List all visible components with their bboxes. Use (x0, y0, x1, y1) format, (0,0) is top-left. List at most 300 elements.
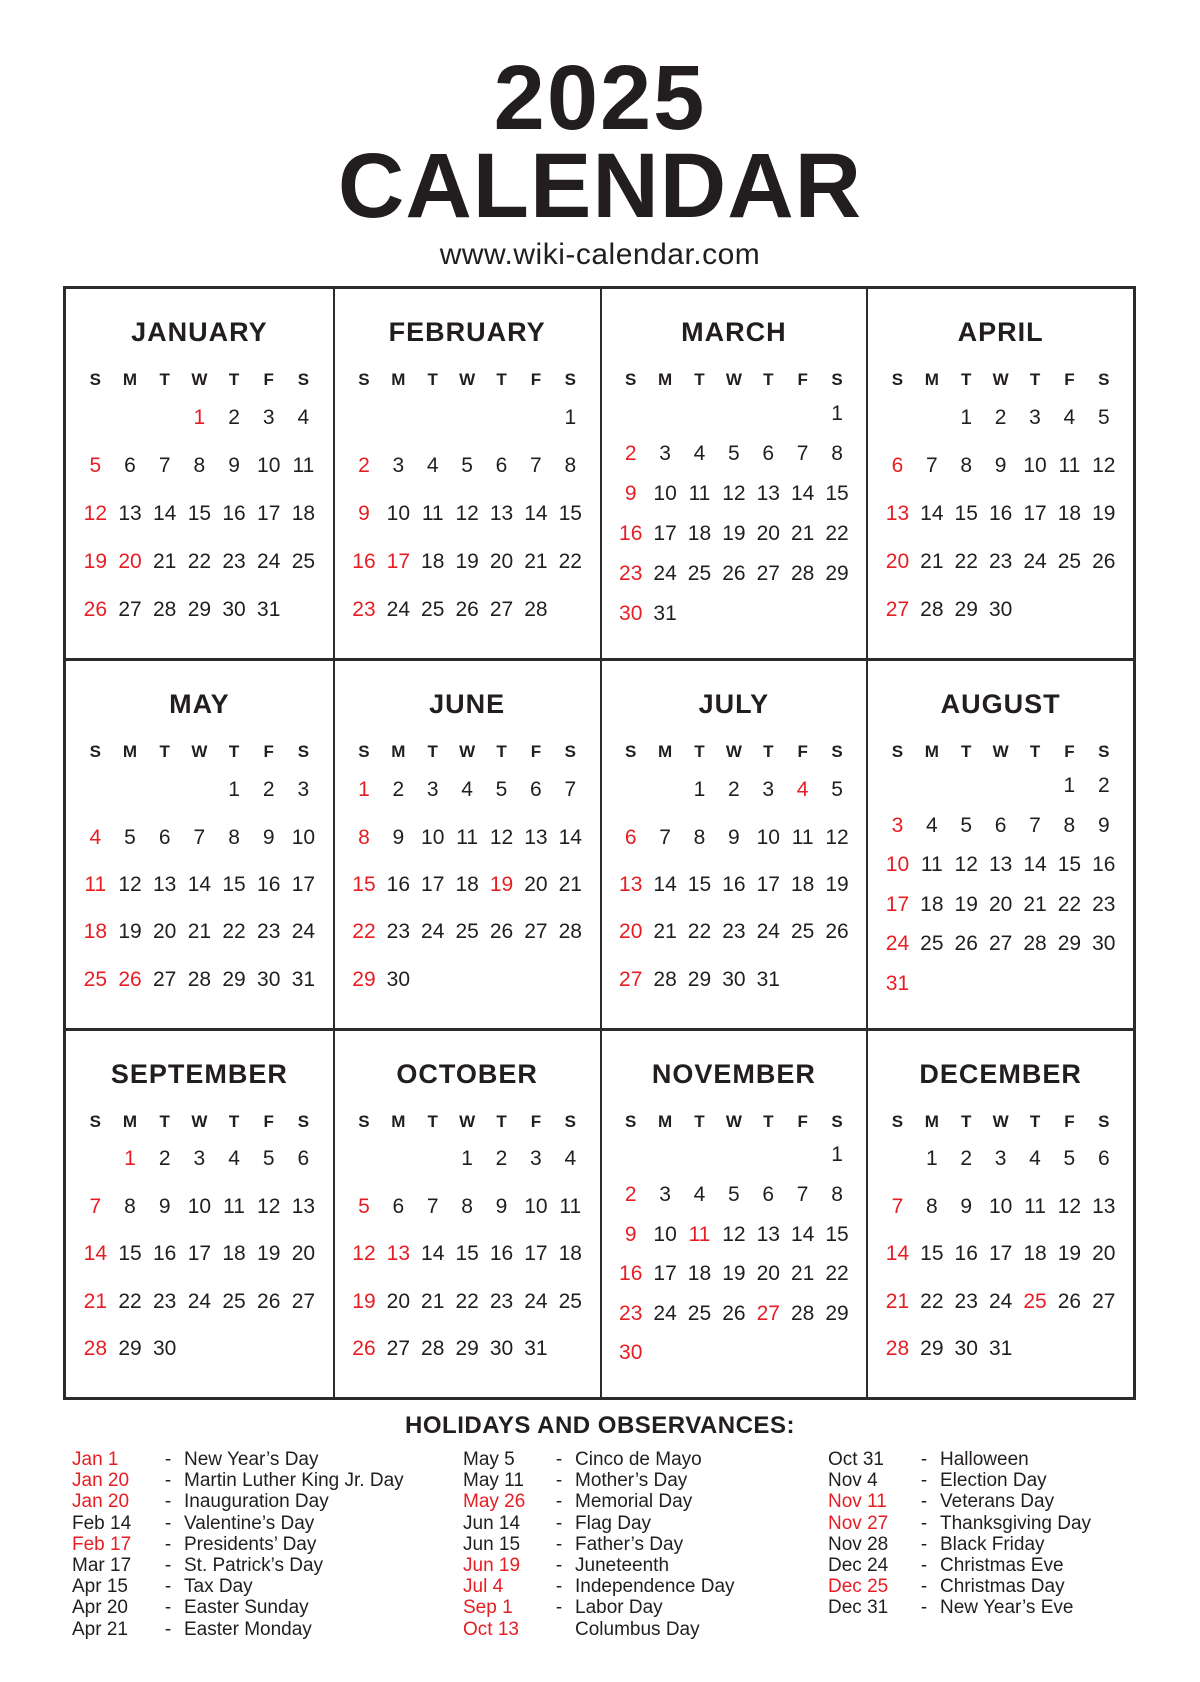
day-cell: 24 (291, 920, 316, 944)
day-cell: 17 (421, 872, 445, 896)
day-cell: 21 (524, 550, 548, 574)
day-cell: 11 (292, 454, 315, 478)
dow-label: T (159, 742, 170, 762)
week-row (347, 1195, 588, 1219)
day-cell: 22 (687, 920, 712, 944)
dow-header-row (347, 742, 588, 762)
holiday-name: Columbus Day (575, 1618, 700, 1640)
dow-label: M (122, 370, 138, 389)
week-row (614, 402, 855, 426)
day-cell: 17 (187, 1242, 212, 1266)
day-cell: 18 (687, 1262, 712, 1286)
day-cell: 13 (153, 872, 177, 896)
day-cell: 2 (228, 406, 240, 430)
day-cell: 8 (564, 454, 577, 478)
day-cell: 26 (1057, 1289, 1082, 1313)
holiday-name: Veterans Day (940, 1491, 1055, 1513)
dow-label: S (564, 370, 576, 389)
day-empty (78, 778, 113, 802)
day-cell: 15 (222, 872, 246, 896)
week-row (880, 1242, 1121, 1266)
day-cell: 14 (885, 1242, 910, 1266)
day-cell: 29 (352, 967, 376, 991)
day-cell: 11 (1058, 454, 1081, 478)
dow-label: M (924, 742, 939, 762)
day-cell: 23 (954, 1289, 978, 1313)
day-cell: 7 (1029, 813, 1041, 837)
day-empty (614, 1143, 648, 1167)
day-cell: 17 (988, 1242, 1013, 1266)
holiday-entry (463, 1597, 828, 1618)
holiday-dash: - (555, 1449, 563, 1470)
day-cell: 14 (1023, 853, 1047, 877)
day-cell: 14 (790, 482, 815, 506)
holiday-entry (828, 1513, 1200, 1534)
day-cell: 16 (1092, 853, 1116, 877)
week-row (880, 893, 1121, 917)
dow-header-row (347, 1112, 588, 1132)
day-cell: 8 (228, 825, 240, 849)
day-cell: 26 (722, 562, 746, 586)
week-row (347, 1147, 588, 1171)
day-cell: 28 (558, 920, 582, 944)
day-cell: 31 (257, 598, 281, 622)
day-cell: 24 (257, 550, 281, 574)
day-empty (717, 602, 751, 626)
day-cell: 21 (920, 550, 944, 574)
day-empty (553, 598, 587, 622)
day-cell: 1 (925, 1147, 938, 1171)
holiday-name: Father’s Day (575, 1533, 684, 1555)
day-cell: 18 (558, 1242, 582, 1266)
week-row (78, 1195, 321, 1219)
day-cell: 9 (960, 1194, 973, 1218)
day-cell: 20 (291, 1242, 316, 1266)
day-cell: 11 (559, 1194, 582, 1218)
day-cell: 20 (1092, 1242, 1116, 1266)
day-cell: 5 (461, 454, 473, 478)
day-cell: 4 (693, 1182, 706, 1206)
day-cell: 14 (790, 1222, 815, 1246)
day-cell: 9 (262, 825, 275, 849)
week-row (347, 406, 588, 430)
day-cell: 31 (885, 971, 910, 995)
day-cell: 30 (386, 967, 411, 991)
dow-label: F (263, 742, 274, 762)
day-cell: 11 (920, 853, 943, 877)
holiday-entry (463, 1491, 828, 1512)
month-may (66, 658, 333, 1027)
day-cell: 1 (193, 406, 206, 430)
dow-label: T (1029, 1111, 1041, 1131)
day-cell: 29 (222, 967, 246, 991)
dow-label: S (625, 1111, 637, 1131)
day-cell: 7 (796, 442, 809, 466)
day-cell: 7 (158, 454, 171, 478)
holiday-name: Martin Luther King Jr. Day (184, 1470, 404, 1492)
week-row (347, 454, 588, 478)
day-cell: 10 (421, 825, 445, 849)
day-cell: 20 (153, 920, 177, 944)
day-empty (880, 1147, 914, 1171)
day-cell: 4 (1063, 406, 1076, 430)
holiday-name: Labor Day (575, 1597, 663, 1619)
day-cell: 4 (564, 1147, 577, 1171)
month-january (66, 289, 333, 658)
day-cell: 31 (653, 602, 677, 626)
day-cell: 9 (994, 454, 1007, 478)
weeks (347, 394, 588, 634)
day-cell: 27 (489, 598, 514, 622)
holiday-date: Jan 1 (72, 1449, 119, 1470)
month-november (600, 1028, 867, 1397)
day-cell: 16 (222, 502, 246, 526)
day-empty (147, 406, 182, 430)
day-cell: 14 (558, 825, 582, 849)
day-cell: 14 (153, 502, 177, 526)
day-empty (614, 402, 648, 426)
day-cell: 19 (954, 892, 978, 916)
day-empty (1052, 972, 1086, 996)
day-cell: 24 (421, 920, 445, 944)
week-row (880, 932, 1121, 956)
month-title: AUGUST (940, 689, 1061, 720)
day-cell: 24 (653, 1301, 677, 1325)
week-row (78, 920, 321, 944)
dow-label: S (1098, 370, 1110, 389)
day-empty (785, 968, 819, 992)
day-cell: 6 (297, 1147, 310, 1171)
day-empty (785, 1341, 819, 1365)
day-cell: 4 (693, 442, 706, 466)
day-empty (416, 968, 450, 992)
holiday-dash: - (555, 1576, 563, 1598)
day-cell: 25 (558, 1289, 582, 1313)
day-cell: 28 (920, 598, 944, 622)
day-cell: 12 (489, 825, 514, 849)
week-row (347, 598, 588, 622)
day-cell: 20 (619, 920, 643, 944)
day-cell: 4 (426, 454, 439, 478)
day-cell: 24 (386, 598, 411, 622)
day-cell: 19 (83, 550, 108, 574)
day-cell: 10 (988, 1194, 1013, 1218)
weeks (614, 766, 855, 1003)
day-cell: 8 (461, 1194, 473, 1218)
month-title: JULY (698, 689, 770, 720)
day-cell: 9 (228, 454, 240, 478)
holiday-name: Thanksgiving Day (940, 1512, 1092, 1534)
day-cell: 27 (756, 562, 780, 586)
day-cell: 5 (1097, 406, 1110, 430)
day-cell: 2 (262, 778, 275, 802)
day-cell: 3 (297, 778, 310, 802)
day-cell: 25 (790, 920, 815, 944)
day-cell: 29 (825, 562, 849, 586)
day-cell: 3 (392, 454, 405, 478)
day-empty (78, 406, 113, 430)
day-empty (717, 1341, 751, 1365)
day-cell: 18 (291, 502, 316, 526)
holiday-name: Mother’s Day (575, 1470, 688, 1492)
day-cell: 22 (954, 550, 978, 574)
day-cell: 2 (728, 778, 740, 802)
day-cell: 21 (653, 920, 677, 944)
dow-label: M (658, 742, 673, 762)
holiday-name: Easter Monday (184, 1618, 312, 1640)
holiday-date: May 5 (463, 1449, 515, 1470)
day-empty (286, 598, 321, 622)
day-cell: 7 (796, 1182, 809, 1206)
day-cell: 13 (885, 502, 910, 526)
holiday-date: Oct 31 (828, 1449, 884, 1470)
holiday-dash: - (555, 1512, 563, 1534)
day-cell: 6 (158, 825, 171, 849)
week-row (78, 1242, 321, 1266)
dow-label: S (89, 742, 101, 762)
month-title: APRIL (957, 317, 1044, 347)
day-cell: 31 (988, 1337, 1013, 1361)
dow-label: W (191, 742, 208, 762)
day-cell: 21 (421, 1289, 445, 1313)
day-cell: 7 (659, 825, 671, 849)
day-cell: 5 (89, 454, 102, 478)
site-url: www.wiki-calendar.com (439, 238, 761, 271)
day-cell: 1 (831, 402, 843, 426)
day-cell: 12 (1092, 454, 1116, 478)
day-cell: 14 (83, 1242, 108, 1266)
day-cell: 8 (960, 454, 973, 478)
day-cell: 20 (524, 872, 548, 896)
day-cell: 20 (988, 892, 1013, 916)
dow-label: S (891, 742, 904, 762)
day-empty (286, 1337, 321, 1361)
day-cell: 4 (228, 1147, 240, 1171)
dow-label: W (725, 742, 742, 762)
day-empty (381, 406, 415, 430)
day-empty (484, 968, 518, 992)
holiday-date: Apr 15 (72, 1576, 128, 1598)
dow-label: F (263, 370, 274, 389)
day-empty (785, 1143, 819, 1167)
day-cell: 6 (495, 454, 508, 478)
day-cell: 7 (426, 1194, 439, 1218)
day-cell: 13 (619, 872, 643, 896)
day-cell: 10 (653, 482, 677, 506)
day-cell: 2 (624, 442, 637, 466)
week-row (614, 920, 855, 944)
dow-label: T (763, 370, 774, 389)
day-cell: 13 (1092, 1194, 1116, 1218)
day-cell: 25 (920, 932, 944, 956)
day-cell: 6 (392, 1194, 405, 1218)
weeks (78, 394, 321, 634)
day-cell: 25 (687, 562, 712, 586)
day-cell: 22 (920, 1289, 944, 1313)
day-cell: 13 (489, 502, 514, 526)
day-cell: 18 (1057, 502, 1082, 526)
day-cell: 3 (262, 406, 275, 430)
month-june (333, 658, 600, 1027)
day-cell: 16 (386, 872, 411, 896)
day-empty (614, 778, 648, 802)
day-cell: 23 (222, 550, 246, 574)
dow-label: F (1064, 742, 1075, 762)
day-cell: 12 (257, 1194, 281, 1218)
day-cell: 30 (222, 598, 246, 622)
day-cell: 9 (624, 482, 637, 506)
day-cell: 12 (1057, 1194, 1082, 1218)
month-july (600, 658, 867, 1027)
week-row (614, 442, 855, 466)
holiday-entry (72, 1513, 463, 1534)
holiday-entry (72, 1597, 463, 1618)
week-row (347, 778, 588, 802)
day-empty (182, 778, 217, 802)
day-cell: 12 (954, 853, 978, 877)
day-cell: 27 (885, 598, 910, 622)
week-row (614, 968, 855, 992)
day-cell: 23 (1092, 892, 1116, 916)
dow-label: M (122, 1111, 138, 1131)
day-cell: 18 (455, 872, 479, 896)
day-cell: 3 (762, 778, 775, 802)
week-row (347, 502, 588, 526)
day-cell: 6 (762, 1182, 775, 1206)
day-empty (182, 1337, 217, 1361)
day-cell: 18 (790, 872, 815, 896)
holidays-columns (0, 1449, 1200, 1640)
day-empty (450, 406, 484, 430)
day-cell: 14 (421, 1242, 445, 1266)
day-empty (484, 406, 518, 430)
day-empty (648, 402, 682, 426)
day-cell: 20 (885, 550, 910, 574)
holiday-date: Dec 31 (828, 1597, 889, 1619)
day-cell: 3 (994, 1147, 1007, 1171)
holiday-entry (463, 1619, 828, 1640)
weeks (78, 766, 321, 1003)
day-cell: 28 (187, 967, 212, 991)
holiday-entry (463, 1534, 828, 1555)
day-cell: 15 (920, 1242, 944, 1266)
day-cell: 2 (158, 1147, 171, 1171)
dow-header-row (614, 370, 855, 390)
dow-label: M (658, 1111, 673, 1131)
day-cell: 7 (891, 1194, 904, 1218)
holiday-name: Tax Day (184, 1576, 253, 1598)
dow-label: S (831, 742, 843, 762)
dow-label: S (1098, 742, 1110, 762)
day-cell: 10 (257, 454, 281, 478)
day-cell: 16 (352, 550, 376, 574)
dow-label: S (358, 370, 370, 389)
day-cell: 16 (489, 1242, 514, 1266)
dow-label: W (725, 370, 742, 389)
day-cell: 1 (461, 1147, 473, 1171)
holiday-name: Election Day (940, 1470, 1047, 1492)
dow-label: W (992, 1111, 1009, 1131)
dow-header-row (78, 370, 321, 390)
day-empty (648, 1143, 682, 1167)
month-title: JUNE (429, 689, 506, 720)
dow-label: S (564, 1111, 576, 1131)
day-cell: 22 (187, 550, 212, 574)
dow-label: S (297, 1111, 310, 1131)
day-cell: 29 (455, 1337, 479, 1361)
day-empty (751, 402, 785, 426)
week-row (614, 482, 855, 506)
day-cell: 12 (352, 1242, 376, 1266)
dow-header-row (614, 1112, 855, 1132)
weeks (880, 766, 1121, 1003)
day-cell: 10 (524, 1194, 548, 1218)
day-empty (519, 406, 553, 430)
dow-label: T (961, 742, 972, 762)
day-cell: 26 (1092, 550, 1116, 574)
day-cell: 19 (489, 872, 514, 896)
dow-label: T (763, 1111, 774, 1131)
day-cell: 4 (89, 825, 102, 849)
holiday-column (72, 1449, 463, 1640)
day-cell: 6 (124, 454, 136, 478)
holiday-date: Feb 17 (72, 1533, 132, 1555)
day-cell: 28 (524, 598, 548, 622)
day-cell: 19 (722, 522, 746, 546)
day-cell: 19 (257, 1242, 281, 1266)
day-empty (1018, 1337, 1052, 1361)
day-cell: 11 (456, 825, 479, 849)
week-row (347, 1337, 588, 1361)
week-row (78, 826, 321, 850)
holiday-dash: - (920, 1470, 928, 1492)
day-empty (820, 968, 854, 992)
holiday-dash: - (920, 1576, 928, 1598)
dow-label: S (891, 1111, 904, 1131)
holiday-dash: - (164, 1470, 172, 1492)
day-cell: 16 (619, 1262, 643, 1286)
dow-header-row (347, 370, 588, 390)
dow-header-row (78, 742, 321, 762)
day-cell: 3 (891, 813, 904, 837)
day-cell: 14 (524, 502, 548, 526)
dow-label: T (496, 742, 507, 762)
day-empty (1087, 598, 1121, 622)
holiday-name: Christmas Eve (940, 1555, 1064, 1577)
day-cell: 13 (756, 482, 780, 506)
day-cell: 1 (564, 406, 577, 430)
day-cell: 25 (687, 1301, 712, 1325)
holiday-date: Jun 19 (463, 1555, 521, 1577)
day-cell: 19 (722, 1262, 746, 1286)
day-cell: 8 (831, 442, 843, 466)
month-title: FEBRUARY (388, 317, 546, 347)
day-empty (217, 1337, 252, 1361)
week-row (614, 562, 855, 586)
day-cell: 19 (1057, 1242, 1082, 1266)
day-cell: 11 (84, 872, 107, 896)
dow-label: S (891, 370, 904, 389)
day-cell: 11 (223, 1194, 245, 1218)
day-cell: 23 (619, 1301, 643, 1325)
day-cell: 7 (193, 825, 206, 849)
week-row (880, 1147, 1121, 1171)
holiday-date: Jan 20 (72, 1470, 130, 1492)
day-cell: 24 (187, 1289, 212, 1313)
week-row (880, 1195, 1121, 1219)
holiday-date: Jun 14 (463, 1512, 521, 1534)
day-cell: 21 (885, 1289, 910, 1313)
